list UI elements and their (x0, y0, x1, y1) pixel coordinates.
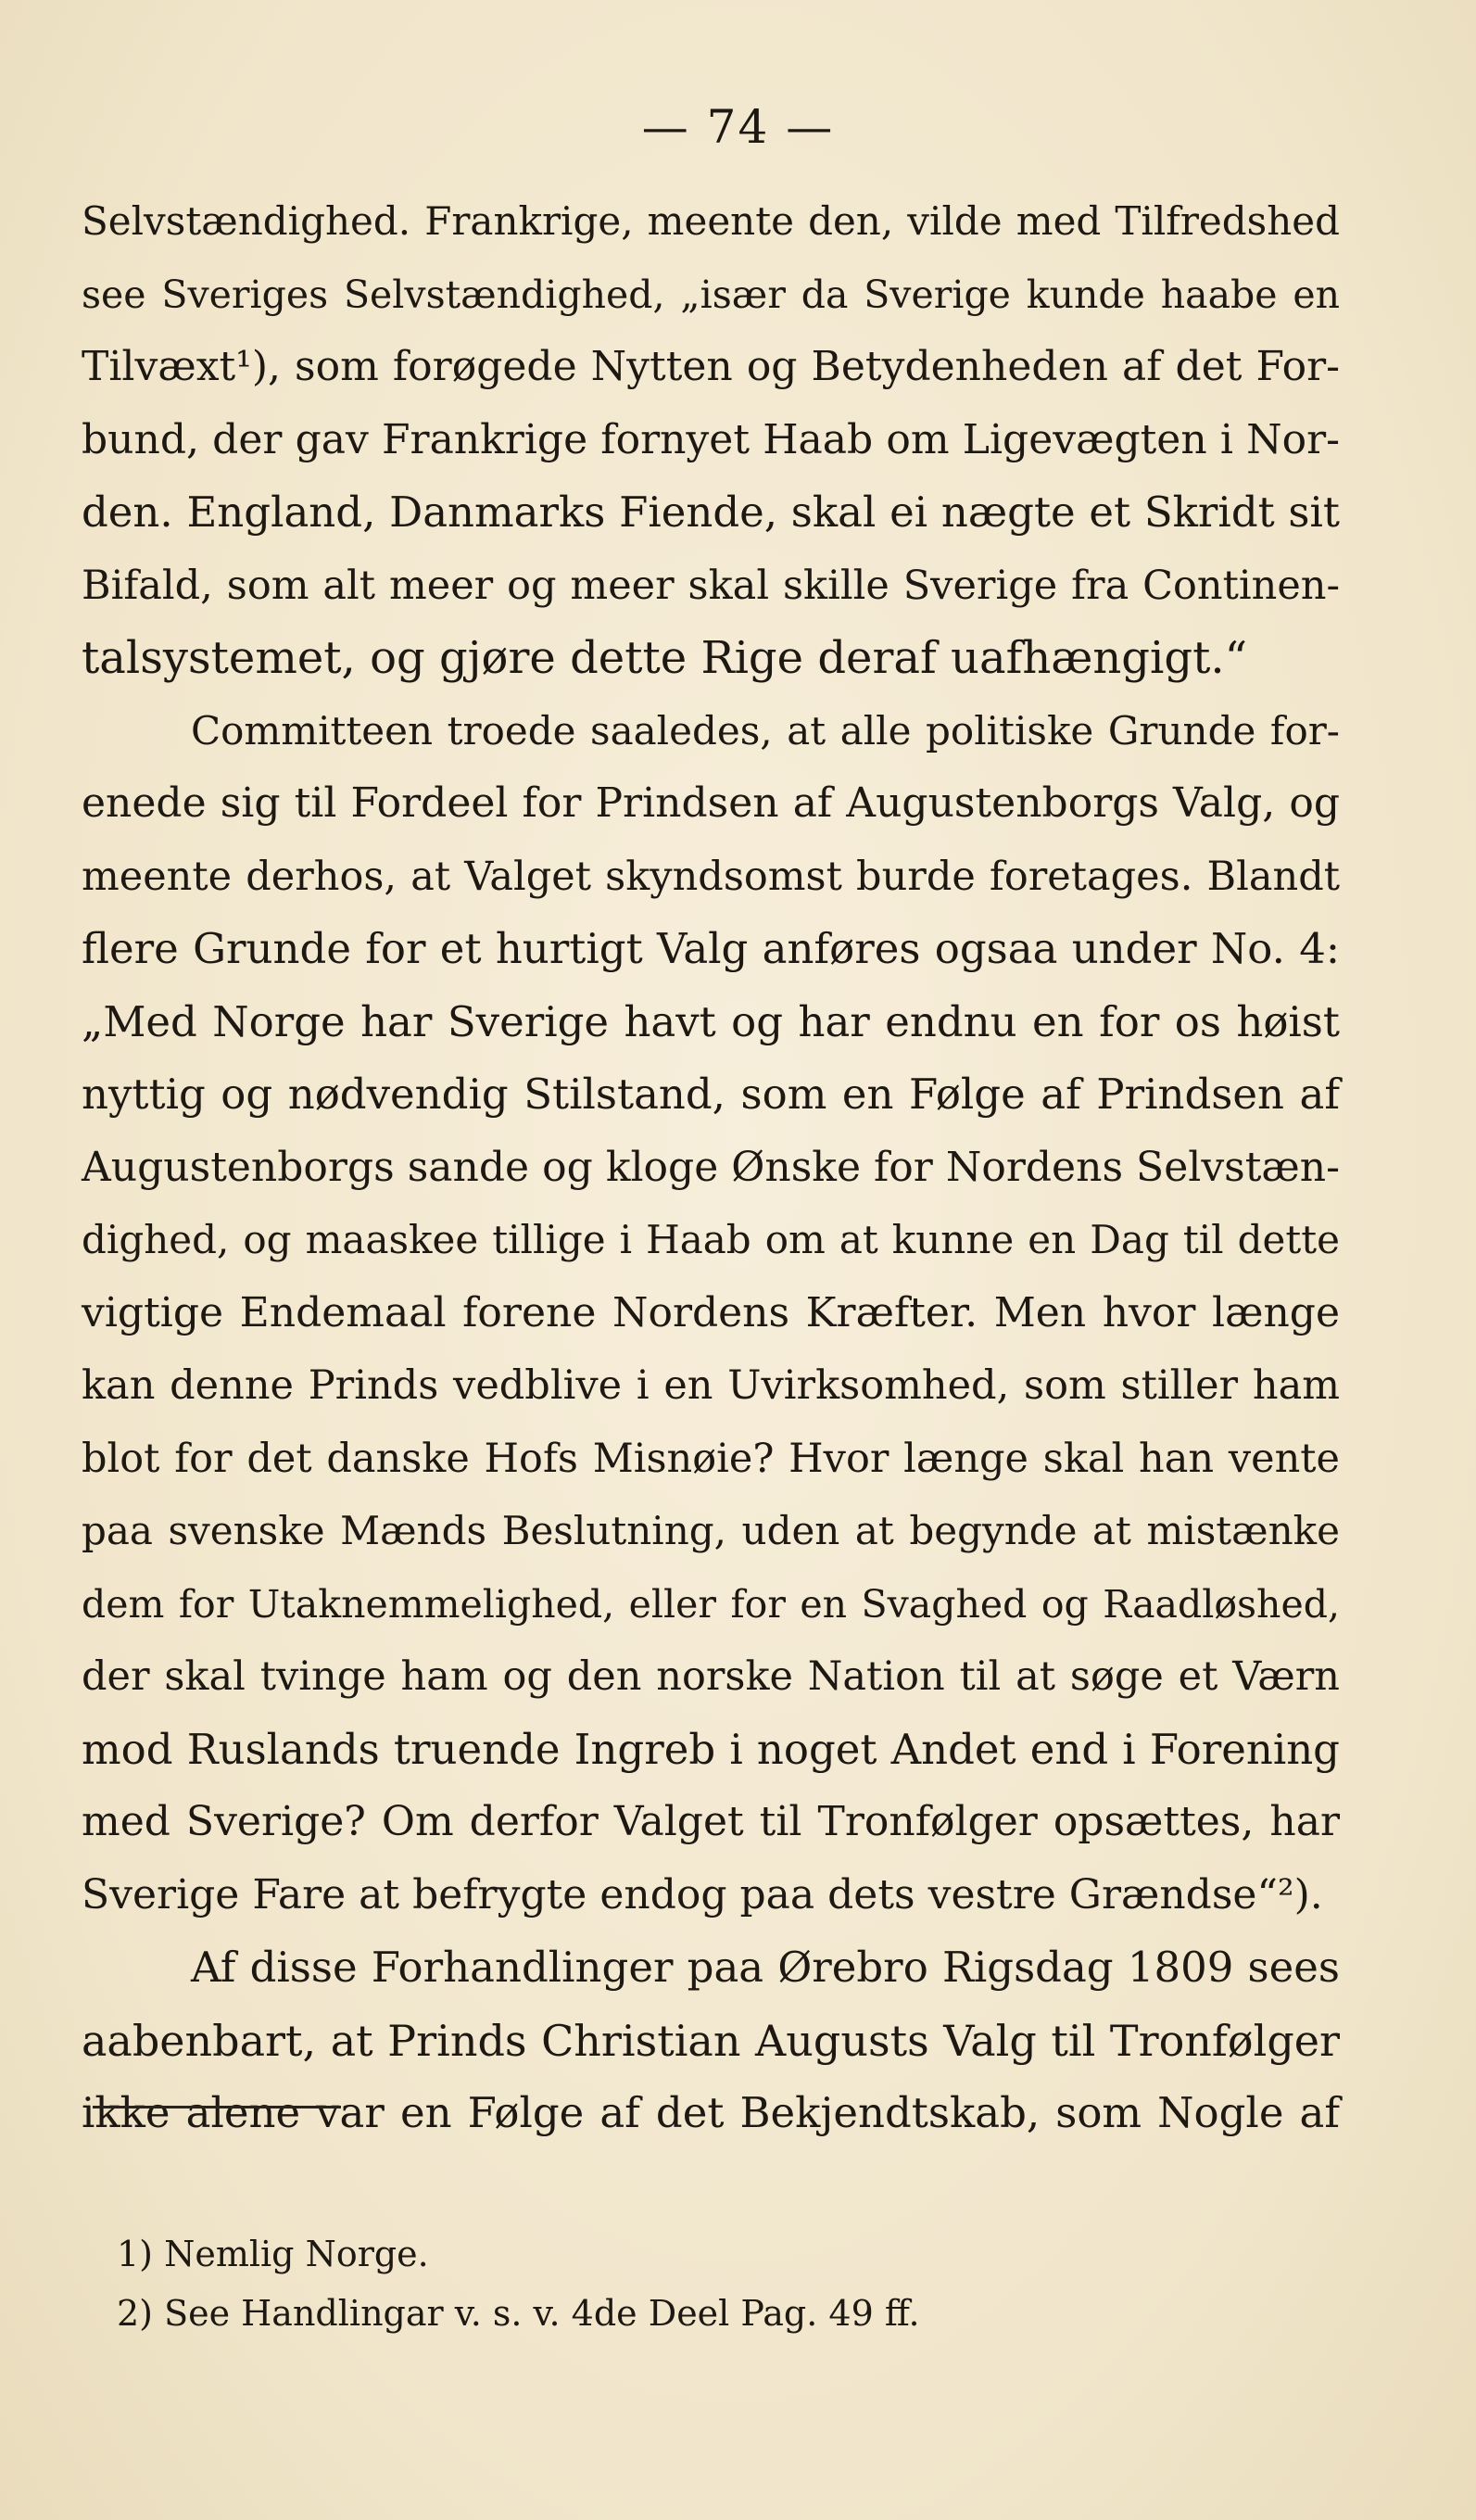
text-line: paa svenske Mænds Beslutning, uden at begynde at mistænke (82, 1508, 1340, 1553)
text-line: Sverige Fare at befrygte endog paa dets vestre Grændse“²). (82, 1870, 1323, 1918)
text-line: meente derhos, at Valget skyndsomst burde foretages. Blandt (82, 853, 1340, 900)
page-number: — 74 — (641, 100, 835, 154)
text-line: vigtige Endemaal forene Nordens Kræfter. Men hvor længe (82, 1288, 1340, 1336)
footnote-1: 1) Nemlig Norge. (117, 2234, 429, 2274)
text-line: see Sveriges Selvstændighed, „især da Sverige kunde haabe en (82, 272, 1340, 317)
text-line: dem for Utaknemmelighed, eller for en Svaghed og Raadløshed, (82, 1581, 1340, 1627)
footnote-divider (93, 2106, 341, 2108)
text-line: Af disse Forhandlinger paa Ørebro Rigsdag 1809 sees (191, 1943, 1340, 1992)
text-line: „Med Norge har Sverige havt og har endnu en for os høist (82, 996, 1340, 1046)
text-line: nyttig og nødvendig Stilstand, som en Følge af Prindsen af (82, 1070, 1340, 1119)
text-line: den. England, Danmarks Fiende, skal ei nægte et Skridt sit (82, 488, 1340, 537)
text-line: mod Ruslands truende Ingreb i noget Andet end i Forening (82, 1724, 1340, 1774)
text-line: kan denne Prinds vedblive i en Uvirksomhed, som stiller ham (82, 1362, 1340, 1409)
text-line: blot for det danske Hofs Misnøie? Hvor længe skal han vente (82, 1435, 1340, 1482)
text-line: der skal tvinge ham og den norske Nation til at søge et Værn (82, 1653, 1340, 1700)
text-line: talsystemet, og gjøre dette Rige deraf uafhængigt.“ (82, 632, 1248, 684)
text-line: Selvstændighed. Frankrige, meente den, vilde med Tilfredshed (82, 198, 1340, 244)
text-line: flere Grunde for et hurtigt Valg anføres ogsaa under No. 4: (82, 924, 1340, 973)
text-line: dighed, og maaskee tillige i Haab om at kunne en Dag til dette (82, 1217, 1340, 1262)
text-line: Tilvæxt¹), som forøgede Nytten og Betydenheden af det For- (82, 343, 1340, 390)
text-line: bund, der gav Frankrige fornyet Haab om Ligevægten i Nor- (82, 415, 1340, 463)
footnote-2: 2) See Handlingar v. s. v. 4de Deel Pag. 49 ff. (117, 2293, 920, 2334)
text-line: Committeen troede saaledes, at alle politiske Grunde for- (191, 707, 1340, 753)
text-line: enede sig til Fordeel for Prindsen af Augustenborgs Valg, og (82, 779, 1340, 827)
text-line: Augustenborgs sande og kloge Ønske for Nordens Selvstæn- (82, 1143, 1340, 1191)
footnotes (117, 2224, 1229, 2343)
text-line: ikke alene var en Følge af det Bekjendtskab, som Nogle af (82, 2088, 1340, 2137)
text-line: med Sverige? Om derfor Valget til Tronfølger opsættes, har (82, 1798, 1340, 1845)
body-text (82, 185, 1340, 2150)
text-line: aabenbart, at Prinds Christian Augusts Valg til Tronfølger (82, 2015, 1340, 2066)
text-line: Bifald, som alt meer og meer skal skille Sverige fra Continen- (82, 562, 1340, 609)
